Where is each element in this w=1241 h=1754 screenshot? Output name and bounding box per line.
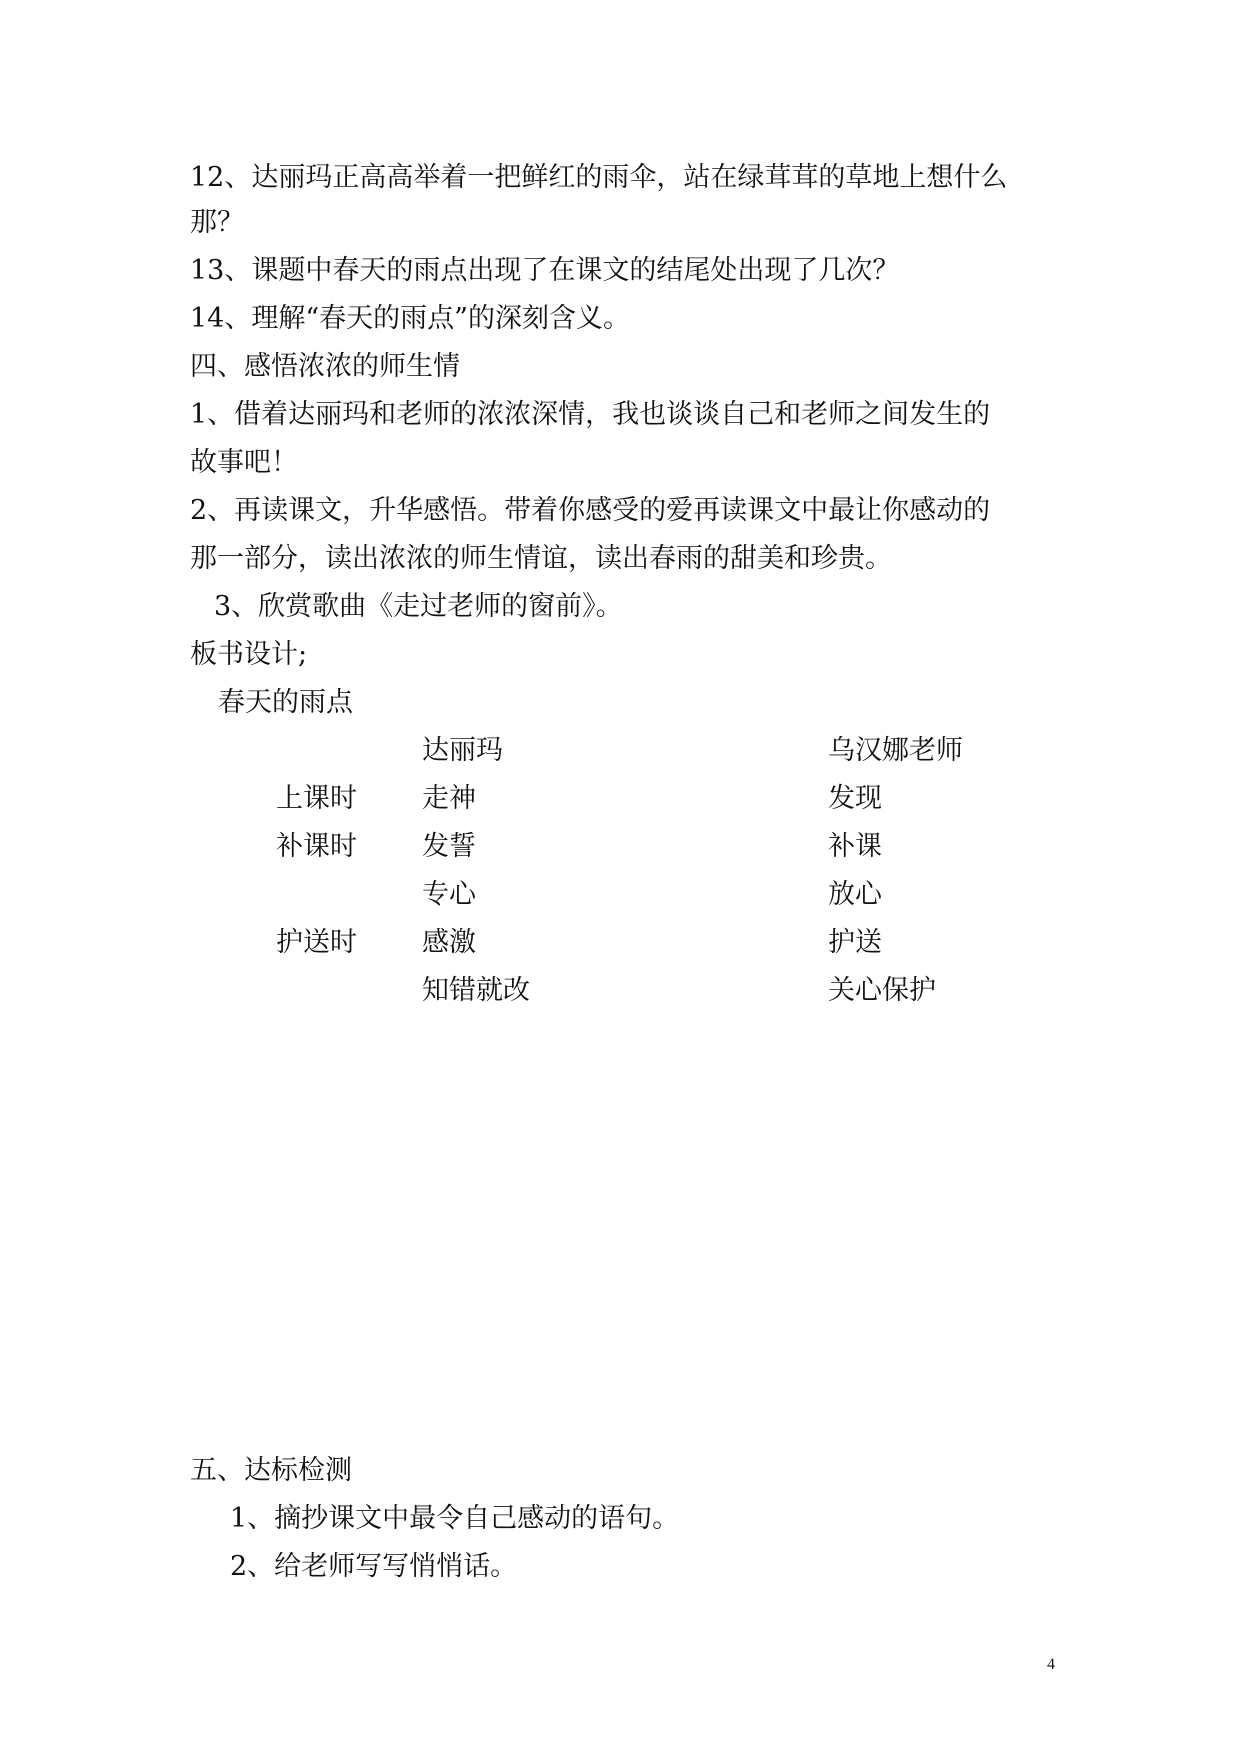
board-student-action: 知错就改: [422, 975, 530, 1006]
board-header-student: 达丽玛: [422, 735, 503, 766]
board-student-action: 感激: [422, 927, 476, 958]
board-teacher-action: 补课: [828, 831, 882, 862]
board-student-action: 专心: [422, 879, 476, 910]
board-phase: 护送时: [276, 927, 357, 958]
section-4-heading: 四、感悟浓浓的师生情: [190, 351, 460, 382]
board-phase: 补课时: [276, 831, 357, 862]
board-teacher-action: 护送: [828, 927, 882, 958]
question-13: 13、课题中春天的雨点出现了在课文的结尾处出现了几次？: [190, 255, 900, 286]
section-5-item-1: 1、摘抄课文中最令自己感动的语句。: [230, 1503, 680, 1534]
board-phase: 上课时: [276, 783, 357, 814]
board-header-teacher: 乌汉娜老师: [828, 735, 963, 766]
board-student-action: 走神: [422, 783, 476, 814]
board-teacher-action: 放心: [828, 879, 882, 910]
question-12-line-1: 12、达丽玛正高高举着一把鲜红的雨伞，站在绿茸茸的草地上想什么: [190, 162, 1008, 193]
section-5-item-2: 2、给老师写写悄悄话。: [230, 1551, 518, 1582]
board-title: 春天的雨点: [218, 687, 353, 718]
board-teacher-action: 关心保护: [828, 975, 936, 1006]
question-14: 14、理解“春天的雨点”的深刻含义。: [190, 303, 630, 334]
section-4-item-3: 3、欣赏歌曲《走过老师的窗前》。: [214, 591, 623, 622]
board-teacher-action: 发现: [828, 783, 882, 814]
page-number: 4: [1047, 1656, 1055, 1673]
section-4-item-2-line-2: 那一部分，读出浓浓的师生情谊，读出春雨的甜美和珍贵。: [190, 543, 892, 574]
section-4-item-1-line-1: 1、借着达丽玛和老师的浓浓深情，我也谈谈自己和老师之间发生的: [190, 399, 991, 430]
board-design-heading: 板书设计;: [190, 639, 308, 670]
section-4-item-2-line-1: 2、再读课文，升华感悟。带着你感受的爱再读课文中最让你感动的: [190, 495, 991, 526]
question-12-line-2: 那？: [190, 207, 244, 238]
section-4-item-1-line-2: 故事吧！: [190, 447, 298, 478]
section-5-heading: 五、达标检测: [190, 1455, 352, 1486]
board-student-action: 发誓: [422, 831, 476, 862]
